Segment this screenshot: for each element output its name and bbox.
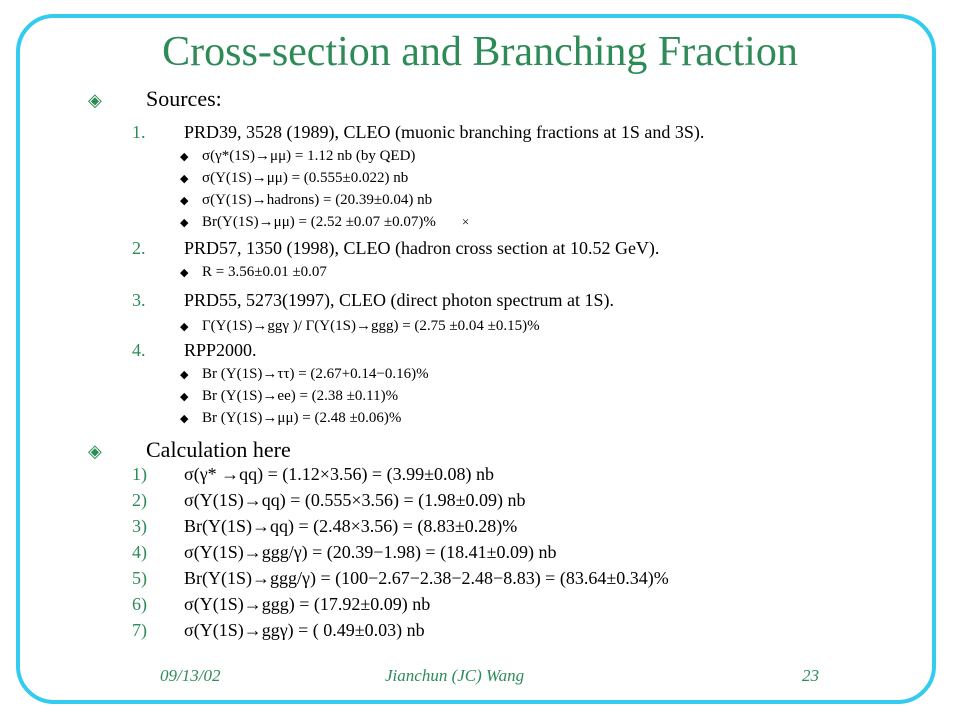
sub-text: R = 3.56±0.01 ±0.07 (202, 264, 327, 280)
sub-item (180, 264, 327, 281)
sub-text: σ(Υ(1S)→hadrons) = (20.39±0.04) nb (202, 192, 433, 208)
source-number: 2. (132, 238, 146, 258)
sub-item (180, 410, 401, 427)
sources-label: Sources: (146, 86, 222, 111)
sub-text: σ(γ*(1S)→μμ) = 1.12 nb (by QED) (202, 148, 416, 164)
source-text: RPP2000. (184, 340, 257, 360)
slide-title: Cross-section and Branching Fraction (162, 29, 798, 75)
sub-item (180, 388, 398, 405)
calc-number: 7) (132, 620, 147, 640)
calc-number: 6) (132, 594, 147, 614)
diamond-bullet-icon: ◆ (180, 391, 189, 403)
source-item-4 (132, 340, 257, 361)
source-number: 3. (132, 290, 146, 310)
sub-item (180, 318, 540, 335)
calc-item (132, 464, 494, 485)
sub-text: Br (Υ(1S)→ττ) = (2.67+0.14−0.16)% (202, 366, 429, 382)
diamond-bullet-icon: ◆ (180, 267, 189, 279)
source-item-1 (132, 122, 704, 143)
calc-text: Br(Υ(1S)→qq) = (2.48×3.56) = (8.83±0.28)% (184, 516, 518, 536)
footer-author: Jianchun (JC) Wang (385, 666, 525, 685)
sub-text: Br (Υ(1S)→ee) = (2.38 ±0.11)% (202, 388, 399, 404)
calc-text: σ(Υ(1S)→qq) = (0.555×3.56) = (1.98±0.09) nb (184, 490, 526, 510)
sources-bullet-icon: ◈ (88, 90, 102, 110)
calculation-label: Calculation here (146, 437, 291, 462)
sub-item (180, 366, 429, 383)
sources-heading (88, 86, 222, 112)
calc-item (132, 594, 430, 615)
calc-number: 4) (132, 542, 147, 562)
cross-mark-icon: × (461, 214, 470, 229)
sub-text: σ(Υ(1S)→μμ) = (0.555±0.022) nb (202, 170, 409, 186)
diamond-bullet-icon: ◆ (180, 151, 189, 163)
page-number: 23 (802, 666, 819, 685)
calc-text: σ(Υ(1S)→ggg) = (17.92±0.09) nb (184, 594, 431, 614)
diamond-bullet-icon: ◆ (180, 413, 189, 425)
source-text: PRD39, 3528 (1989), CLEO (muonic branching fractions at 1S and 3S). (184, 122, 705, 142)
calc-item (132, 516, 517, 537)
diamond-bullet-icon: ◆ (180, 321, 189, 333)
calc-item (132, 542, 556, 563)
calc-text: σ(γ* →qq) = (1.12×3.56) = (3.99±0.08) nb (184, 464, 494, 484)
calc-item (132, 620, 425, 641)
sub-text: Γ(Υ(1S)→ggγ )/ Γ(Υ(1S)→ggg) = (2.75 ±0.04 ±0.15)% (202, 318, 540, 334)
sub-text: Br (Υ(1S)→μμ) = (2.48 ±0.06)% (202, 410, 402, 426)
source-number: 4. (132, 340, 146, 360)
source-item-3 (132, 290, 614, 311)
calc-text: Br(Υ(1S)→ggg/γ) = (100−2.67−2.38−2.48−8.83) = (83.64±0.34)% (184, 568, 669, 588)
source-number: 1. (132, 122, 146, 142)
footer-date: 09/13/02 (160, 666, 221, 685)
source-text: PRD55, 5273(1997), CLEO (direct photon spectrum at 1S). (184, 290, 614, 310)
sub-item (180, 214, 469, 231)
calc-text: σ(Υ(1S)→ggg/γ) = (20.39−1.98) = (18.41±0.09) nb (184, 542, 557, 562)
calc-number: 1) (132, 464, 147, 484)
calc-item (132, 490, 526, 511)
calc-item (132, 568, 669, 589)
source-text: PRD57, 1350 (1998), CLEO (hadron cross section at 10.52 GeV). (184, 238, 660, 258)
calculation-heading (88, 437, 291, 463)
calc-number: 3) (132, 516, 147, 536)
diamond-bullet-icon: ◆ (180, 217, 189, 229)
sub-text: Br(Υ(1S)→μμ) = (2.52 ±0.07 ±0.07)% (202, 214, 436, 230)
sub-item (180, 170, 408, 187)
diamond-bullet-icon: ◆ (180, 195, 189, 207)
calc-text: σ(Υ(1S)→ggγ) = ( 0.49±0.03) nb (184, 620, 425, 640)
calc-number: 2) (132, 490, 147, 510)
sub-item (180, 192, 432, 209)
diamond-bullet-icon: ◆ (180, 173, 189, 185)
diamond-bullet-icon: ◆ (180, 369, 189, 381)
calc-number: 5) (132, 568, 147, 588)
source-item-2 (132, 238, 659, 259)
calculation-bullet-icon: ◈ (88, 441, 102, 461)
sub-item (180, 148, 415, 165)
